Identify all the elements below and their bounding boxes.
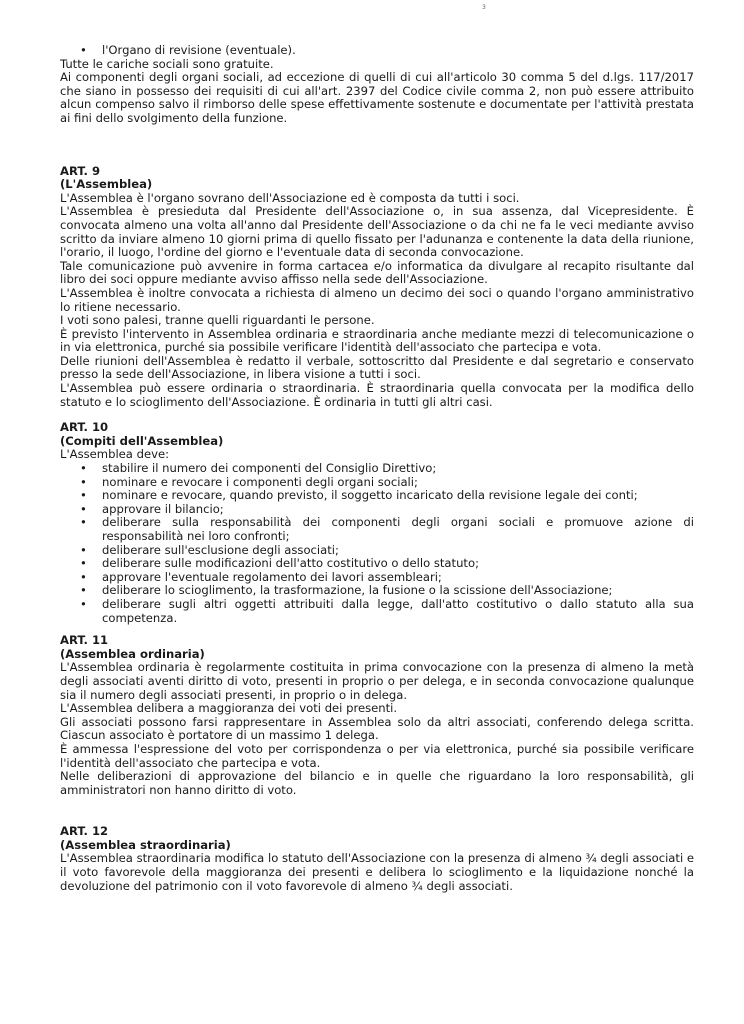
article-number: ART. 12 [60,824,109,839]
list-item: • deliberare sulle modificazioni dell'atto costitutivo o dello statuto; [80,557,694,571]
article-title: (L'Assemblea) [60,177,153,192]
paragraph: L'Assemblea ordinaria è regolarmente costituita in prima convocazione con la presenza di almeno la metà degli associati aventi diritto di voto, presenti in proprio o per delega, e in seconda convocazione qualunque sia il numero degli associati presenti, in proprio o in delega. [60,660,694,702]
paragraph: L'Assemblea straordinaria modifica lo statuto dell'Associazione con la presenza di almeno ¾ degli associati e il voto favorevole della maggioranza dei presenti e delibera lo scioglimento e la liquidazione nonché la devoluzione del patrimonio con il voto favorevole di almeno ¾ degli associati. [60,851,694,893]
paragraph: Tale comunicazione può avvenire in forma cartacea e/o informatica da divulgare al recapito risultante dal libro dei soci oppure mediante avviso affisso nella sede dell'Associazione. [60,258,694,287]
article-11 [60,634,694,797]
paragraph: L'Assemblea deve: [60,447,169,462]
duties-list [60,462,694,625]
list-item: • deliberare sulla responsabilità dei componenti degli organi sociali e promuove azione di responsabilità nei loro confronti; [80,516,694,543]
list-item: • deliberare sugli altri oggetti attribuiti dalla legge, dall'atto costitutivo o dallo statuto alla sua competenza. [80,598,694,625]
paragraph: È ammessa l'espressione del voto per corrispondenza o per via elettronica, purché sia possibile verificare l'identità dell'associato che partecipa e vota. [60,741,694,770]
article-9 [60,165,694,410]
list-item: • stabilire il numero dei componenti del Consiglio Direttivo; [80,462,694,476]
page-number: 3 [482,4,486,11]
document-body [60,44,694,893]
paragraph: Tutte le cariche sociali sono gratuite. [60,56,274,71]
article-title: (Assemblea straordinaria) [60,837,231,852]
list-item: • approvare il bilancio; [80,503,694,517]
paragraph: Ai componenti degli organi sociali, ad eccezione di quelli di cui all'articolo 30 comma 5 del d.lgs. 117/2017 che siano in possesso dei requisiti di cui all'art. 2397 del Codice civile comma 2, non può essere attribuito alcun compenso salvo il rimborso delle spese effettivamente sostenute e documentate per l'attività prestata ai fini dello svolgimento della funzione. [60,70,694,125]
paragraph: L'Assemblea è l'organo sovrano dell'Associazione ed è composta da tutti i soci. [60,190,520,205]
paragraph: L'Assemblea può essere ordinaria o straordinaria. È straordinaria quella convocata per la modifica dello statuto e lo scioglimento dell'Associazione. È ordinaria in tutti gli altri casi. [60,381,694,409]
paragraph: Nelle deliberazioni di approvazione del bilancio e in quelle che riguardano la loro responsabilità, gli amministratori non hanno diritto di voto. [60,769,694,797]
paragraph: È previsto l'intervento in Assemblea ordinaria e straordinaria anche mediante mezzi di telecomunicazione o in via elettronica, purché sia possibile verificare l'identità dell'associato che partecipa e vota. [60,326,694,355]
article-title: (Assemblea ordinaria) [60,646,205,661]
article-10 [60,421,694,625]
list-item: • deliberare sull'esclusione degli associati; [80,544,694,558]
article-number: ART. 9 [60,163,101,178]
paragraph: L'Assemblea è presieduta dal Presidente dell'Associazione o, in sua assenza, dal Vicepresidente. È convocata almeno una volta all'anno dal Presidente dell'Associazione o da chi ne fa le veci mediante avviso scritto da inviare almeno 10 giorni prima di quello fissato per l'adunanza e contenente la data della riunione, l'orario, il luogo, l'ordine del giorno e l'eventuale data di seconda convocazione. [60,204,694,260]
article-title: (Compiti dell'Assemblea) [60,433,224,448]
article-number: ART. 10 [60,420,109,435]
paragraph: Gli associati possono farsi rappresentare in Assemblea solo da altri associati, conferendo delega scritta. Ciascun associato è portatore di un massimo 1 delega. [60,714,694,743]
list-item: • approvare l'eventuale regolamento dei lavori assembleari; [80,571,694,585]
list-item: • deliberare lo scioglimento, la trasformazione, la fusione o la scissione dell'Associazione; [80,584,694,598]
paragraph: L'Assemblea è inoltre convocata a richiesta di almeno un decimo dei soci o quando l'organo amministrativo lo ritiene necessario. [60,285,694,314]
paragraph: L'Assemblea delibera a maggioranza dei voti dei presenti. [60,701,398,716]
list-item: • l'Organo di revisione (eventuale). [80,44,694,58]
article-number: ART. 11 [60,633,109,648]
paragraph: I voti sono palesi, tranne quelli riguardanti le persone. [60,313,375,328]
article-12 [60,825,694,893]
paragraph: Delle riunioni dell'Assemblea è redatto il verbale, sottoscritto dal Presidente e dal segretario e conservato presso la sede dell'Associazione, in libera visione a tutti i soci. [60,353,694,382]
intro-bullet-list [60,44,694,58]
list-item: • nominare e revocare i componenti degli organi sociali; [80,476,694,490]
list-item: • nominare e revocare, quando previsto, il soggetto incaricato della revisione legale dei conti; [80,489,694,503]
